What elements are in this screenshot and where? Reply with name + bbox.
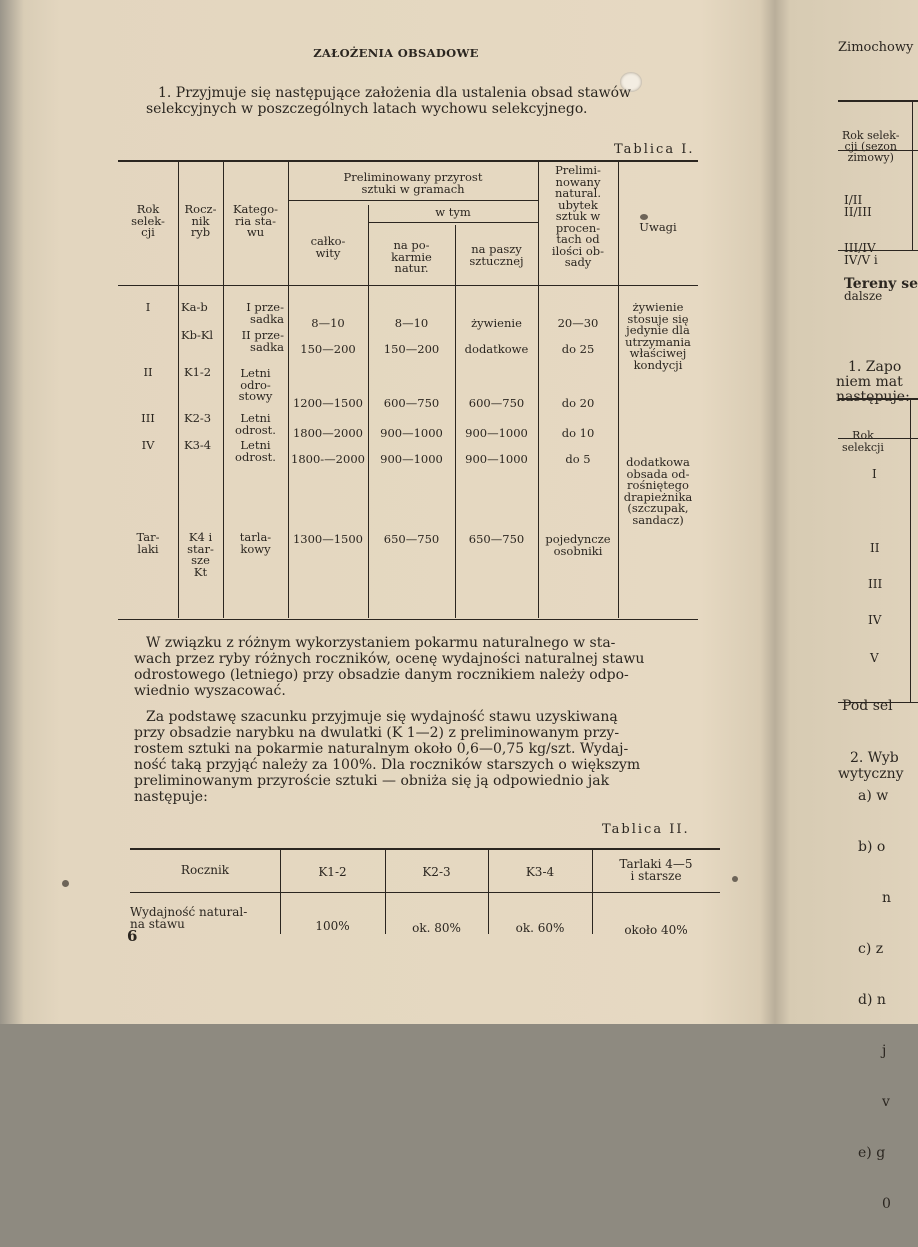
- table-row: pojedyncze osobniki: [545, 532, 611, 558]
- right-rok-sezon: Rok selek- cji (sezon zimowy): [842, 129, 900, 164]
- table-1: [118, 160, 698, 618]
- table-row: 600—750: [383, 396, 440, 410]
- table-row: Letni odro- stowy: [238, 366, 273, 403]
- table-rule: [455, 225, 456, 618]
- table-rule: [118, 619, 698, 620]
- table-row: K2-3: [184, 411, 212, 425]
- right-page-fragment: [790, 12, 918, 1212]
- uwagi-note-1: żywienie stosuje się jedynie dla utrzymania właściwej kondycji: [625, 300, 691, 372]
- header-rok: Rok selek- cji: [131, 202, 165, 239]
- header-na-paszy: na paszy sztucznej: [469, 242, 524, 268]
- table-row: 8—10: [311, 316, 345, 330]
- table-rule: [288, 160, 289, 618]
- uwagi-note-2: dodatkowa obsada od- rośniętego drapieżnika (szczupak, sandacz): [623, 455, 693, 527]
- table-rule: [288, 200, 538, 201]
- header-w-tym: w tym: [435, 205, 471, 219]
- table-row: do 10: [561, 426, 595, 440]
- table-row: 20—30: [557, 316, 599, 330]
- table-2: [130, 848, 720, 937]
- table-row: I prze- sadka: [246, 300, 284, 326]
- table-row: K3-4: [184, 438, 212, 452]
- table1-caption: Tablica I.: [614, 142, 695, 157]
- table-rule: [368, 222, 538, 223]
- table-rule: [838, 150, 918, 151]
- table-row: Letni odrost.: [235, 411, 276, 437]
- table-row: 8—10: [394, 316, 429, 330]
- table-row: IV: [141, 438, 155, 452]
- table2-caption: Tablica II.: [602, 822, 690, 837]
- table-rule: [838, 438, 918, 439]
- table-row: 900—1000: [465, 452, 528, 466]
- table-row: 1300—1500: [292, 532, 364, 546]
- table-rule: [118, 285, 698, 286]
- table-row: 1800—2000: [292, 426, 364, 440]
- right-roman-i: I: [872, 467, 877, 481]
- table-row: do 20: [561, 396, 595, 410]
- table-row: 900—1000: [465, 426, 528, 440]
- paragraph-2: W związku z różnym wykorzystaniem pokarmu naturalnego w sta- wach przez ryby różnych roczników, ocenę wydajności naturalnej stawu odrostowego (letniego) przy obsadzie danym rocznikiem należy odpo- wiednio wyszacować.: [134, 635, 645, 699]
- table-rule: [912, 100, 913, 250]
- header-przyrost: Preliminowany przyrost sztuki w gramach: [343, 170, 483, 196]
- header-na-pokarmie: na po- karmie natur.: [391, 238, 432, 275]
- table-row: Ka-b: [181, 300, 208, 314]
- ink-spot: [732, 876, 738, 882]
- page-number: 6: [127, 927, 138, 945]
- right-pod: Pod sel: [842, 698, 893, 714]
- header-ubytek: Prelimi- nowany natural. ubytek sztuk w procen- tach od ilości ob- sady: [551, 163, 605, 269]
- header-uwagi: Uwagi: [639, 220, 677, 234]
- table-row: 150—200: [383, 342, 440, 356]
- right-zapo: 1. Zapo niem mat następuje:: [836, 359, 910, 405]
- intro-line-1: 1. Przyjmuje się następujące założenia dla ustalenia obsad stawów: [158, 85, 632, 101]
- intro-line-2: selekcyjnych w poszczególnych latach wychowu selekcyjnego.: [146, 101, 588, 117]
- row-label: Wydajność natural- na stawu: [130, 905, 248, 931]
- table-rule: [838, 100, 918, 102]
- table-row: Letni odrost.: [235, 438, 276, 464]
- table-row: I: [145, 300, 151, 314]
- value-cell: ok. 60%: [515, 921, 565, 935]
- table-row: 1200—1500: [292, 396, 364, 410]
- table-row: II: [143, 365, 153, 379]
- header-calkowity: całko- wity: [310, 234, 346, 260]
- right-wyb: 2. Wyb wytyczny: [838, 750, 904, 782]
- header-k2-3: K2-3: [422, 865, 451, 879]
- table-rule: [118, 160, 698, 162]
- header-kategoria: Katego- ria sta- wu: [232, 202, 279, 239]
- table-row: 900—1000: [380, 452, 443, 466]
- header-rocznik: Rocznik: [180, 863, 230, 877]
- table-row: Tar- laki: [136, 530, 160, 556]
- value-cell: ok. 80%: [412, 921, 461, 935]
- table-rule: [838, 250, 918, 251]
- left-page: [22, 12, 770, 1007]
- table-row: do 5: [565, 452, 591, 466]
- table-rule: [910, 398, 911, 703]
- table-row: III: [141, 411, 155, 425]
- right-roman-iv: IV: [868, 613, 882, 627]
- value-cell: około 40%: [624, 923, 688, 937]
- header-tarlaki: Tarlaki 4—5 i starsze: [619, 857, 693, 883]
- table-row: II prze- sadka: [241, 328, 284, 354]
- right-items: a) w b) o n c) z d) n j v e) g 0: [858, 788, 892, 1212]
- header-k1-2: K1-2: [318, 865, 347, 879]
- table-row: 650—750: [468, 532, 525, 546]
- table-row: do 25: [561, 342, 595, 356]
- right-roman-v: V: [870, 651, 879, 665]
- table-row: 150—200: [300, 342, 356, 356]
- right-roman-ii: II: [870, 541, 880, 555]
- table-row: K1-2: [184, 365, 212, 379]
- value-cell: 100%: [315, 919, 350, 933]
- table-row: tarla- kowy: [239, 530, 272, 556]
- table-rule: [130, 892, 720, 893]
- table-rule: [130, 848, 720, 850]
- header-rocznik: Rocz- nik ryb: [184, 202, 217, 239]
- table-row: K4 i star- sze Kt: [187, 530, 214, 579]
- table-row: 600—750: [468, 396, 525, 410]
- right-roman-iii: III: [868, 577, 883, 591]
- header-k3-4: K3-4: [525, 865, 555, 879]
- table-row: Kb-Kl: [181, 328, 214, 342]
- table-row: żywienie: [471, 316, 522, 330]
- page-title: ZAŁOŻENIA OBSADOWE: [313, 46, 479, 60]
- table-rule: [838, 398, 918, 400]
- table-row: dodatkowe: [464, 342, 529, 356]
- right-rok-selekcji: Rok selekcji: [842, 429, 884, 454]
- ink-spot: [62, 880, 69, 887]
- right-lata: I/II II/III III/IV IV/V i dalsze: [844, 193, 883, 303]
- right-tereny: Tereny se: [844, 276, 918, 292]
- table-row: 1800-—2000: [291, 452, 365, 466]
- paragraph-3: Za podstawę szacunku przyjmuje się wydajność stawu uzyskiwaną przy obsadzie narybku na dwulatki (K 1—2) z preliminowanym przy- rostem sztuki na pokarmie naturalnym około 0,6—0,75 kg/szt. Wydaj- ność taką przyjąć należy za 100%. Dla roczników starszych o większym preliminowanym przyroście sztuki — obniża się ją odpowiednio jak następuje:: [134, 709, 641, 805]
- table-row: 900—1000: [380, 426, 443, 440]
- table-row: 650—750: [383, 532, 440, 546]
- right-top-text: Zimochowy: [838, 40, 914, 55]
